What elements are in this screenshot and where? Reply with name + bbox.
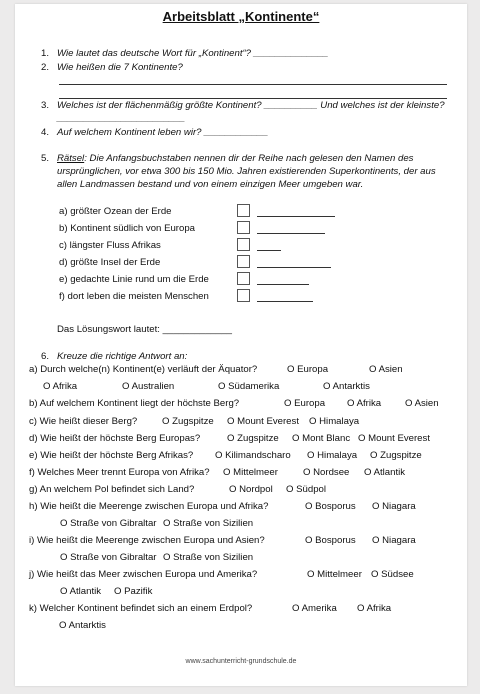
q6-a-option-2[interactable]: O Asien — [369, 364, 403, 375]
q6-question-d: d) Wie heißt der höchste Berg Europas? — [29, 433, 201, 444]
riddle-box-b[interactable] — [237, 221, 250, 234]
q6-number: 6. — [41, 351, 50, 362]
riddle-box-e[interactable] — [237, 272, 250, 285]
q1-number: 1. — [41, 48, 50, 59]
q6-question-c: c) Wie heißt dieser Berg? — [29, 416, 138, 427]
q6-a-option-5[interactable]: O Südamerika — [218, 381, 280, 392]
riddle-item-c: c) längster Fluss Afrikas — [59, 240, 161, 251]
q6-d-option-2[interactable]: O Mont Blanc — [292, 433, 351, 444]
q6-c-option-2[interactable]: O Mount Everest — [227, 416, 299, 427]
q2-text: Wie heißen die 7 Kontinente? — [57, 62, 183, 73]
q5-intro-line-3: allen Landmassen bestand und von einem einzigen Meer umgeben war. — [57, 179, 364, 190]
q6-i-option-1[interactable]: O Bosporus — [305, 535, 356, 546]
q6-g-option-2[interactable]: O Südpol — [286, 484, 327, 495]
q2-number: 2. — [41, 62, 50, 73]
riddle-item-f: f) dort leben die meisten Menschen — [59, 291, 209, 302]
q6-question-i: i) Wie heißt die Meerenge zwischen Europa und Asien? — [29, 535, 265, 546]
riddle-box-c[interactable] — [237, 238, 250, 251]
q4-number: 4. — [41, 127, 50, 138]
q6-f-option-1[interactable]: O Mittelmeer — [223, 467, 278, 478]
q2-answer-line-2 — [59, 98, 447, 99]
riddle-blank-d[interactable] — [257, 267, 331, 268]
riddle-item-d: d) größte Insel der Erde — [59, 257, 161, 268]
q5-intro-1: : Die Anfangsbuchstaben nennen dir der Reihe nach gelesen den Namen des — [84, 153, 414, 164]
riddle-item-e: e) gedachte Linie rund um die Erde — [59, 274, 209, 285]
q6-b-option-3[interactable]: O Asien — [405, 398, 439, 409]
q6-b-option-2[interactable]: O Afrika — [347, 398, 382, 409]
q5-number: 5. — [41, 153, 50, 164]
q6-h-option-1[interactable]: O Bosporus — [305, 501, 356, 512]
q6-j-option-2[interactable]: O Südsee — [371, 569, 414, 580]
q6-a-option-4[interactable]: O Australien — [122, 381, 175, 392]
q6-a-option-1[interactable]: O Europa — [287, 364, 329, 375]
q6-h-option-3[interactable]: O Straße von Gibraltar — [60, 518, 157, 529]
q4-text: Auf welchem Kontinent leben wir? ____________ — [57, 127, 269, 138]
riddle-blank-a[interactable] — [257, 216, 335, 217]
page-title: Arbeitsblatt „Kontinente“ — [162, 9, 320, 24]
q6-question-j: j) Wie heißt das Meer zwischen Europa und Amerika? — [29, 569, 258, 580]
q6-h-option-4[interactable]: O Straße von Sizilien — [163, 518, 254, 529]
q6-k-option-3[interactable]: O Antarktis — [59, 620, 106, 631]
q3-text-continued: ________________________ — [57, 113, 186, 124]
q6-question-e: e) Wie heißt der höchste Berg Afrikas? — [29, 450, 194, 461]
q6-g-option-1[interactable]: O Nordpol — [229, 484, 273, 495]
q6-i-option-3[interactable]: O Straße von Gibraltar — [60, 552, 157, 563]
q5-solution: Das Lösungswort lautet: _____________ — [57, 324, 232, 335]
riddle-item-a: a) größter Ozean der Erde — [59, 206, 172, 217]
q6-i-option-2[interactable]: O Niagara — [372, 535, 416, 546]
riddle-box-f[interactable] — [237, 289, 250, 302]
q6-b-option-1[interactable]: O Europa — [284, 398, 326, 409]
q6-i-option-4[interactable]: O Straße von Sizilien — [163, 552, 254, 563]
q6-question-f: f) Welches Meer trennt Europa von Afrika? — [29, 467, 210, 478]
q3-number: 3. — [41, 100, 50, 111]
riddle-blank-e[interactable] — [257, 284, 309, 285]
q6-f-option-2[interactable]: O Nordsee — [303, 467, 350, 478]
q6-k-option-1[interactable]: O Amerika — [292, 603, 337, 614]
q6-question-a: a) Durch welche(n) Kontinent(e) verläuft der Äquator? — [29, 364, 258, 375]
q6-a-option-3[interactable]: O Afrika — [43, 381, 78, 392]
q6-question-k: k) Welcher Kontinent befindet sich an einem Erdpol? — [29, 603, 253, 614]
q6-question-h: h) Wie heißt die Meerenge zwischen Europa und Afrika? — [29, 501, 269, 512]
riddle-blank-f[interactable] — [257, 301, 313, 302]
q6-question-g: g) An welchem Pol befindet sich Land? — [29, 484, 195, 495]
q6-c-option-3[interactable]: O Himalaya — [309, 416, 360, 427]
q6-text: Kreuze die richtige Antwort an: — [57, 351, 188, 362]
q6-f-option-3[interactable]: O Atlantik — [364, 467, 406, 478]
q6-e-option-2[interactable]: O Himalaya — [307, 450, 358, 461]
q6-question-b: b) Auf welchem Kontinent liegt der höchste Berg? — [29, 398, 240, 409]
footer-url: www.sachunterricht-grundschule.de — [185, 658, 297, 665]
q6-d-option-1[interactable]: O Zugspitze — [227, 433, 279, 444]
q6-j-option-4[interactable]: O Pazifik — [114, 586, 153, 597]
q6-j-option-3[interactable]: O Atlantik — [60, 586, 102, 597]
q2-answer-line-1 — [59, 84, 447, 85]
riddle-box-d[interactable] — [237, 255, 250, 268]
q5-intro-line-2: ursprünglichen, vor etwa 300 bis 150 Mio. Jahren existierenden Superkontinents, der aus — [57, 166, 436, 177]
q6-k-option-2[interactable]: O Afrika — [357, 603, 392, 614]
q6-j-option-1[interactable]: O Mittelmeer — [307, 569, 362, 580]
q1-text: Wie lautet das deutsche Wort für „Kontinent“? ______________ — [57, 48, 329, 59]
riddle-blank-c[interactable] — [257, 250, 281, 251]
riddle-item-b: b) Kontinent südlich von Europa — [59, 223, 195, 234]
q5-heading: Rätsel — [57, 153, 85, 164]
worksheet-page — [15, 4, 467, 686]
q3-text: Welches ist der flächenmäßig größte Kontinent? __________ Und welches ist der kleinste? — [57, 100, 445, 111]
riddle-box-a[interactable] — [237, 204, 250, 217]
riddle-blank-b[interactable] — [257, 233, 325, 234]
q6-c-option-1[interactable]: O Zugspitze — [162, 416, 214, 427]
q6-e-option-1[interactable]: O Kilimandscharo — [215, 450, 291, 461]
q6-h-option-2[interactable]: O Niagara — [372, 501, 416, 512]
q5-intro-line-1 — [57, 153, 413, 165]
q6-a-option-6[interactable]: O Antarktis — [323, 381, 370, 392]
q6-d-option-3[interactable]: O Mount Everest — [358, 433, 430, 444]
q6-e-option-3[interactable]: O Zugspitze — [370, 450, 422, 461]
